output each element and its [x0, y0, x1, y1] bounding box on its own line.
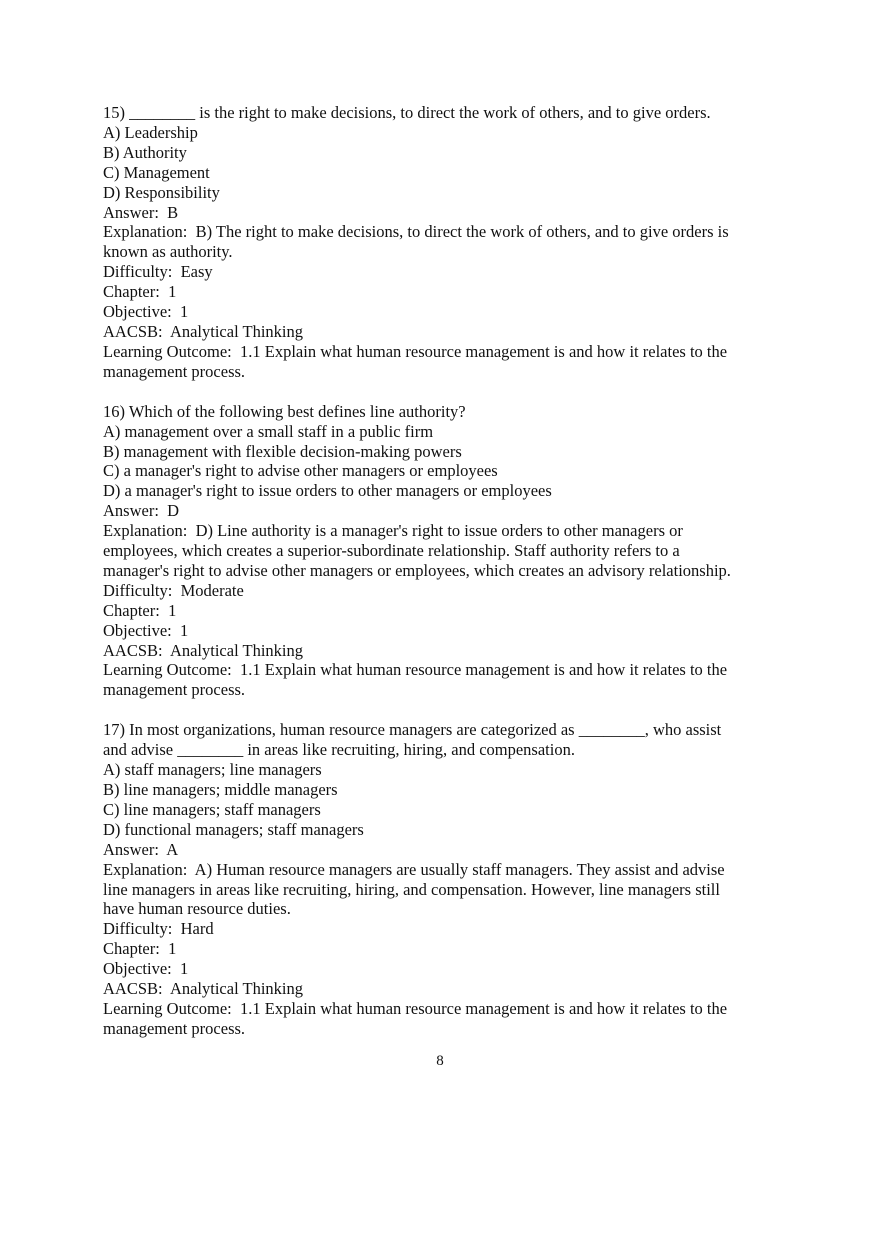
chapter: Chapter: 1	[103, 600, 177, 620]
aacsb: AACSB: Analytical Thinking	[103, 640, 303, 660]
learning-outcome-line: Learning Outcome: 1.1 Explain what human resource management is and how it relates to the	[103, 998, 728, 1018]
explanation-line: have human resource duties.	[103, 899, 291, 919]
explanation-line: known as authority.	[103, 242, 233, 262]
explanation-line: line managers in areas like recruiting, hiring, and compensation. However, line managers still	[103, 879, 720, 899]
explanation-line: manager's right to advise other managers or employees, which creates an advisory relationship.	[103, 560, 731, 580]
aacsb: AACSB: Analytical Thinking	[103, 321, 303, 341]
answer: Answer: A	[103, 839, 179, 859]
option-a: A) management over a small staff in a public firm	[103, 421, 434, 441]
learning-outcome-line: management process.	[103, 680, 246, 700]
explanation-line: Explanation: D) Line authority is a manager's right to issue orders to other managers or	[103, 521, 683, 541]
option-a: A) staff managers; line managers	[103, 760, 322, 780]
difficulty: Difficulty: Hard	[103, 919, 214, 939]
chapter: Chapter: 1	[103, 282, 177, 302]
option-c: C) a manager's right to advise other managers or employees	[103, 461, 498, 481]
page-number: 8	[436, 1053, 444, 1069]
learning-outcome-line: Learning Outcome: 1.1 Explain what human resource management is and how it relates to the	[103, 660, 728, 680]
question-stem: and advise ________ in areas like recruiting, hiring, and compensation.	[103, 740, 575, 760]
question-spacer	[103, 382, 768, 402]
objective: Objective: 1	[103, 620, 189, 640]
explanation-line: employees, which creates a superior-subordinate relationship. Staff authority refers to a	[103, 541, 680, 561]
option-c: C) Management	[103, 162, 210, 182]
answer: Answer: B	[103, 202, 179, 222]
document-page	[103, 103, 768, 1039]
option-c: C) line managers; staff managers	[103, 799, 321, 819]
question-stem: 17) In most organizations, human resource managers are categorized as ________, who assist	[103, 720, 722, 740]
difficulty: Difficulty: Easy	[103, 262, 213, 282]
question-stem: 15) ________ is the right to make decisions, to direct the work of others, and to give orders.	[103, 103, 711, 122]
question-17	[103, 720, 768, 1039]
objective: Objective: 1	[103, 959, 189, 979]
question-15	[103, 103, 768, 382]
question-stem: 16) Which of the following best defines line authority?	[103, 401, 466, 421]
learning-outcome-line: management process.	[103, 1018, 246, 1038]
aacsb: AACSB: Analytical Thinking	[103, 979, 303, 999]
chapter: Chapter: 1	[103, 939, 177, 959]
option-b: B) Authority	[103, 142, 187, 162]
answer: Answer: D	[103, 501, 180, 521]
option-a: A) Leadership	[103, 122, 198, 142]
objective: Objective: 1	[103, 302, 189, 322]
question-16	[103, 402, 768, 701]
option-b: B) line managers; middle managers	[103, 780, 338, 799]
explanation-line: Explanation: B) The right to make decisions, to direct the work of others, and to give orders is	[103, 222, 729, 242]
learning-outcome-line: management process.	[103, 361, 246, 381]
option-d: D) Responsibility	[103, 182, 220, 202]
explanation-line: Explanation: A) Human resource managers are usually staff managers. They assist and advise	[103, 859, 725, 879]
option-b: B) management with flexible decision-making powers	[103, 441, 462, 461]
option-d: D) a manager's right to issue orders to other managers or employees	[103, 481, 552, 501]
question-spacer	[103, 700, 768, 720]
option-d: D) functional managers; staff managers	[103, 819, 364, 839]
difficulty: Difficulty: Moderate	[103, 580, 244, 600]
learning-outcome-line: Learning Outcome: 1.1 Explain what human resource management is and how it relates to the	[103, 341, 728, 361]
